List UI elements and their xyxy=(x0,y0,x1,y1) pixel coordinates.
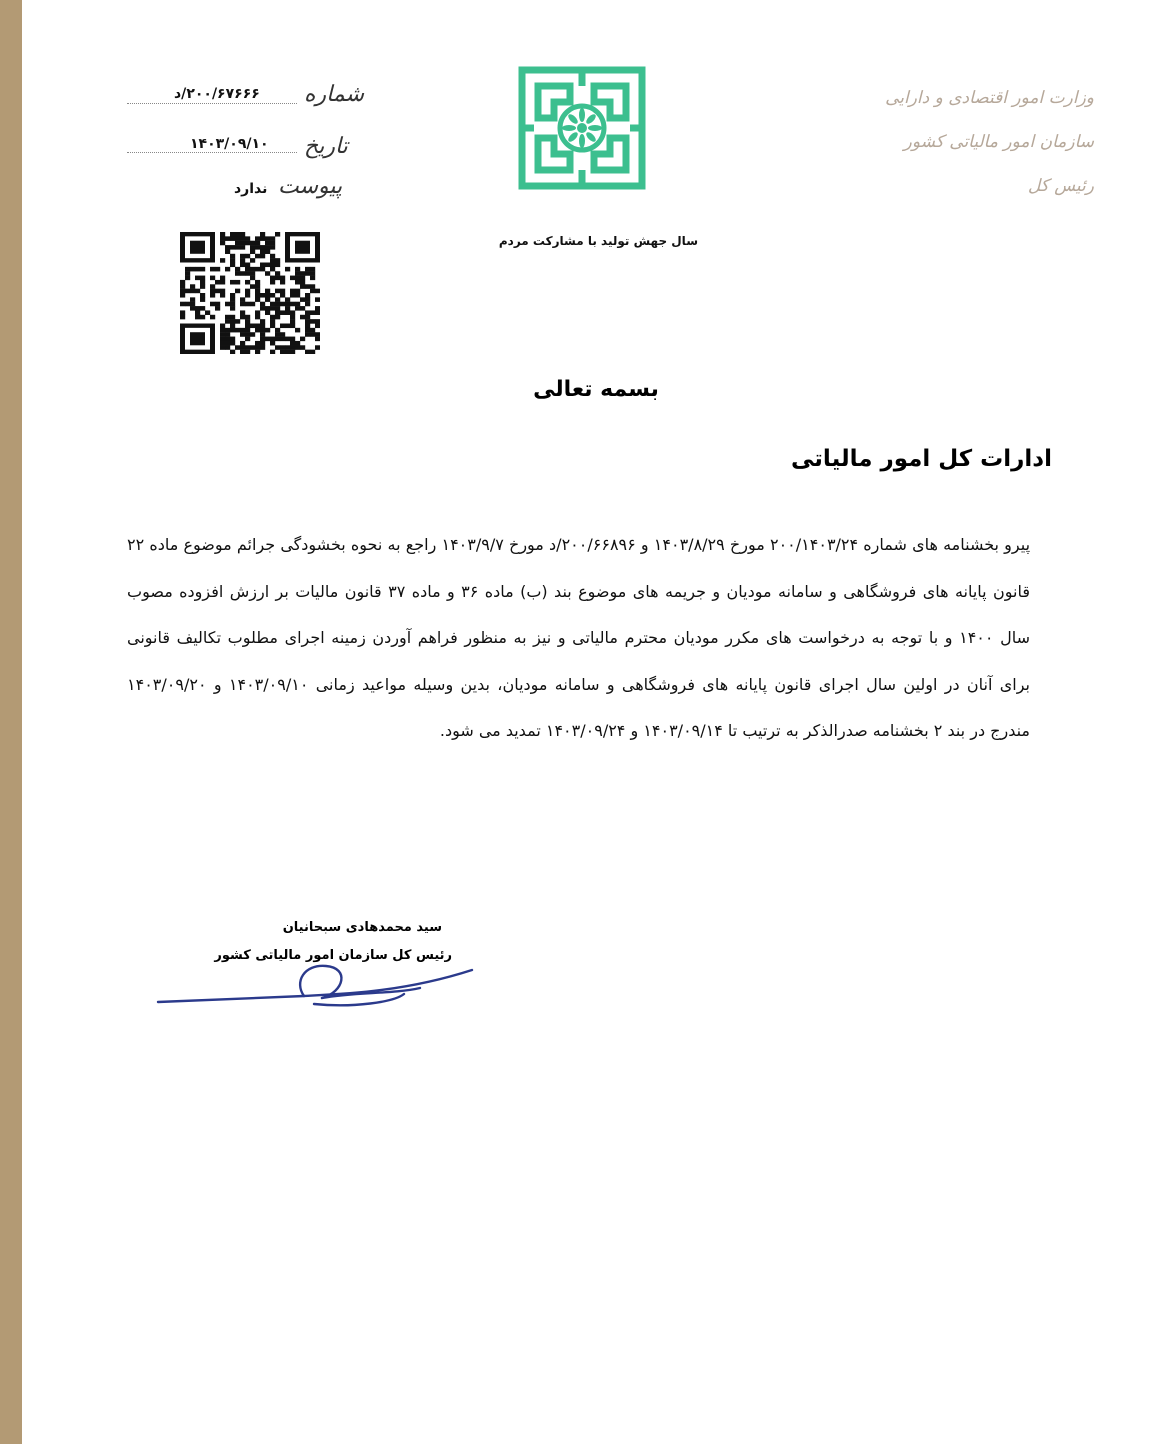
letter-body: پیرو بخشنامه های شماره ۲۰۰/۱۴۰۳/۲۴ مورخ ۱۴۰۳/۸/۲۹ و ۲۰۰/۶۶۸۹۶/د مورخ ۱۴۰۳/۹/۷ راجع به نحوه بخشودگی جرائم موضوع ماده ۲۲ قانون پایانه های فروشگاهی و سامانه مودیان و جریمه های موضوع بند (ب) ماده ۳۶ و ماده ۳۷ قانون مالیات بر ارزش افزوده مصوب سال ۱۴۰۰ و با توجه به درخواست های مکرر مودیان محترم مالیاتی و نیز به منظور فراهم آوردن زمینه اجرای مطلوب تکالیف قانونی برای آنان در اولین سال اجرای قانون پایانه های فروشگاهی و سامانه مودیان، بدین وسیله مواعید زمانی ۱۴۰۳/۰۹/۱۰ و ۱۴۰۳/۰۹/۲۰ مندرج در بند ۲ بخشنامه صدرالذکر به ترتیب تا ۱۴۰۳/۰۹/۱۴ و ۱۴۰۳/۰۹/۲۴ تمدید می شود. xyxy=(127,535,1031,740)
tax-organization-emblem-icon xyxy=(518,66,646,190)
attachment-value: ندارد xyxy=(234,181,268,197)
letter-recipient: ادارات کل امور مالیاتی xyxy=(791,446,1052,472)
office-title: رئیس کل xyxy=(1027,176,1094,196)
basmala-heading: بسمه تعالی xyxy=(533,377,659,402)
attachment-label: پیوست xyxy=(278,174,343,199)
organization-letterhead xyxy=(854,76,1094,208)
letter-page xyxy=(22,0,1170,1444)
ministry-name: وزارت امور اقتصادی و دارایی xyxy=(885,88,1094,108)
page-edge-strip xyxy=(0,0,22,1444)
qr-code-icon xyxy=(180,232,320,354)
number-value: ۲۰۰/۶۷۶۶۶/د xyxy=(174,86,260,102)
organization-name: سازمان امور مالیاتی کشور xyxy=(903,132,1094,152)
signer-name: سید محمدهادی سبحانیان xyxy=(282,920,442,935)
date-value: ۱۴۰۳/۰۹/۱۰ xyxy=(190,136,269,152)
number-label: شماره xyxy=(304,82,365,107)
date-label: تاریخ xyxy=(304,134,348,159)
date-dotted-line xyxy=(127,152,297,153)
number-dotted-line xyxy=(127,103,297,104)
year-motto: سال جهش تولید با مشارکت مردم xyxy=(498,234,698,248)
signer-title: رئیس کل سازمان امور مالیاتی کشور xyxy=(214,948,452,963)
handwritten-signature-icon xyxy=(154,952,484,1014)
